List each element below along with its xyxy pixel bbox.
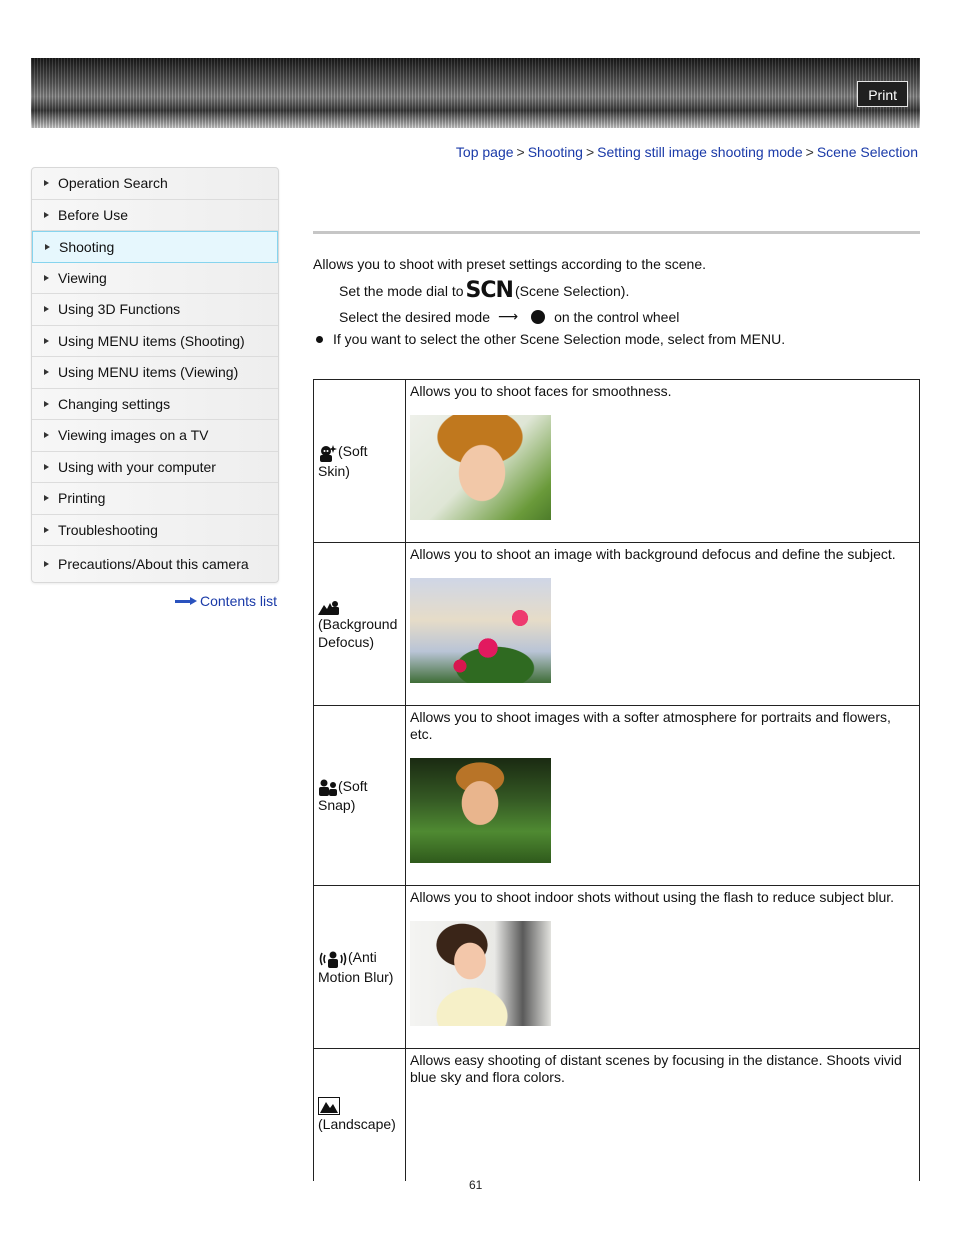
sidebar-item-label: Viewing images on a TV [58, 427, 209, 444]
mode-cell [314, 1049, 406, 1181]
sidebar-item-computer[interactable] [32, 452, 278, 484]
contents-list-label: Contents list [200, 593, 278, 609]
mode-name: (Anti Motion Blur) [318, 949, 394, 985]
step-2-text-after: on the control wheel [554, 308, 680, 325]
arrow-right-icon [175, 597, 197, 605]
mode-description: Allows you to shoot images with a softer atmosphere for portraits and flowers, etc. [410, 709, 891, 742]
contents-list-link[interactable] [175, 593, 277, 609]
landscape-icon [318, 1097, 340, 1115]
triangle-right-icon [44, 212, 49, 218]
soft-snap-icon [318, 778, 338, 796]
arrow-right-icon: ⟶ [497, 308, 519, 324]
sidebar-item-before-use[interactable] [32, 200, 278, 232]
sidebar-item-viewing[interactable] [32, 263, 278, 295]
step-1-text: Set the mode dial to [339, 282, 464, 299]
mode-name: (Soft Skin) [318, 443, 368, 479]
sidebar-item-label: Before Use [58, 206, 129, 223]
intro-text: Allows you to shoot with preset settings according to the scene. [313, 256, 706, 272]
triangle-right-icon [44, 495, 49, 501]
background-defocus-sample-image [410, 578, 551, 683]
table-row [314, 706, 920, 886]
triangle-right-icon [44, 180, 49, 186]
breadcrumb-separator: > [516, 144, 525, 160]
sidebar-item-label: Viewing [58, 269, 107, 286]
sidebar-item-label: Using MENU items (Viewing) [58, 364, 239, 381]
center-button-icon [531, 310, 545, 324]
mode-description-cell [406, 543, 920, 706]
breadcrumb-separator: > [585, 144, 595, 160]
page-number: 61 [469, 1178, 483, 1192]
table-row [314, 380, 920, 543]
triangle-right-icon [44, 432, 49, 438]
sidebar-item-viewing-on-tv[interactable] [32, 420, 278, 452]
mode-description-cell [406, 380, 920, 543]
title-divider [313, 231, 920, 234]
background-defocus-icon [318, 599, 340, 615]
sidebar-item-menu-viewing[interactable] [32, 357, 278, 389]
mode-description: Allows easy shooting of distant scenes by focusing in the distance. Shoots vivid blue sky and flora colors. [410, 1052, 902, 1085]
sidebar-item-operation-search[interactable] [32, 168, 278, 200]
triangle-right-icon [44, 464, 49, 470]
breadcrumb-top-page[interactable]: Top page [455, 144, 514, 160]
sidebar-item-shooting[interactable] [32, 231, 278, 263]
step-1-text-after: (Scene Selection). [514, 282, 630, 299]
triangle-right-icon [44, 561, 49, 567]
header-banner [31, 58, 920, 128]
note-text: If you want to select the other Scene Selection mode, select from MENU. [333, 331, 786, 347]
note [316, 331, 785, 347]
triangle-right-icon [44, 275, 49, 281]
table-row [314, 543, 920, 706]
sidebar-item-label: Shooting [59, 238, 115, 255]
soft-skin-sample-image [410, 415, 551, 520]
triangle-right-icon [44, 527, 49, 533]
mode-description-cell [406, 706, 920, 886]
anti-motion-blur-sample-image [410, 921, 551, 1026]
scene-mode-table [313, 379, 920, 1181]
sidebar-item-label: Printing [58, 490, 106, 507]
sidebar-item-printing[interactable] [32, 483, 278, 515]
anti-motion-blur-icon [318, 950, 348, 968]
breadcrumb-setting-still-image[interactable]: Setting still image shooting mode [597, 144, 803, 160]
scn-icon: SCN [465, 278, 513, 303]
mode-cell [314, 543, 406, 706]
breadcrumb-separator: > [805, 144, 814, 160]
mode-description-cell [406, 886, 920, 1049]
mode-description: Allows you to shoot faces for smoothness. [410, 383, 672, 399]
breadcrumb-scene-selection[interactable]: Scene Selection [816, 144, 918, 160]
sidebar-nav [31, 167, 279, 583]
triangle-right-icon [44, 306, 49, 312]
sidebar-item-label: Troubleshooting [58, 521, 158, 538]
sidebar-item-label: Using with your computer [58, 458, 216, 475]
sidebar-item-label: Using 3D Functions [58, 301, 181, 318]
mode-description: Allows you to shoot an image with background defocus and define the subject. [410, 546, 896, 562]
sidebar-item-precautions[interactable] [32, 546, 278, 582]
triangle-right-icon [44, 401, 49, 407]
breadcrumb [456, 144, 918, 160]
mode-name: (Background Defocus) [318, 616, 398, 651]
triangle-right-icon [44, 338, 49, 344]
mode-name: (Soft Snap) [318, 777, 368, 814]
table-row [314, 1049, 920, 1181]
step-2-text: Select the desired mode [339, 308, 490, 325]
soft-skin-icon [318, 444, 338, 462]
mode-cell [314, 706, 406, 886]
soft-snap-sample-image [410, 758, 551, 863]
sidebar-item-label: Operation Search [58, 175, 168, 192]
mode-cell [314, 886, 406, 1049]
sidebar-item-label: Precautions/About this camera [58, 556, 249, 572]
triangle-right-icon [44, 369, 49, 375]
sidebar-item-changing-settings[interactable] [32, 389, 278, 421]
mode-description-cell [406, 1049, 920, 1181]
step-1 [339, 278, 629, 303]
step-2 [339, 308, 679, 325]
mode-cell [314, 380, 406, 543]
bullet-icon [316, 336, 323, 343]
breadcrumb-shooting[interactable]: Shooting [527, 144, 583, 160]
print-button[interactable]: Print [857, 81, 908, 107]
sidebar-item-label: Changing settings [58, 395, 171, 412]
sidebar-item-3d-functions[interactable] [32, 294, 278, 326]
mode-name: (Landscape) [318, 1116, 396, 1133]
sidebar-item-menu-shooting[interactable] [32, 326, 278, 358]
triangle-right-icon [45, 244, 50, 250]
table-row [314, 886, 920, 1049]
sidebar-item-label: Using MENU items (Shooting) [58, 332, 245, 349]
mode-description: Allows you to shoot indoor shots without using the flash to reduce subject blur. [410, 889, 895, 905]
sidebar-item-troubleshooting[interactable] [32, 515, 278, 547]
